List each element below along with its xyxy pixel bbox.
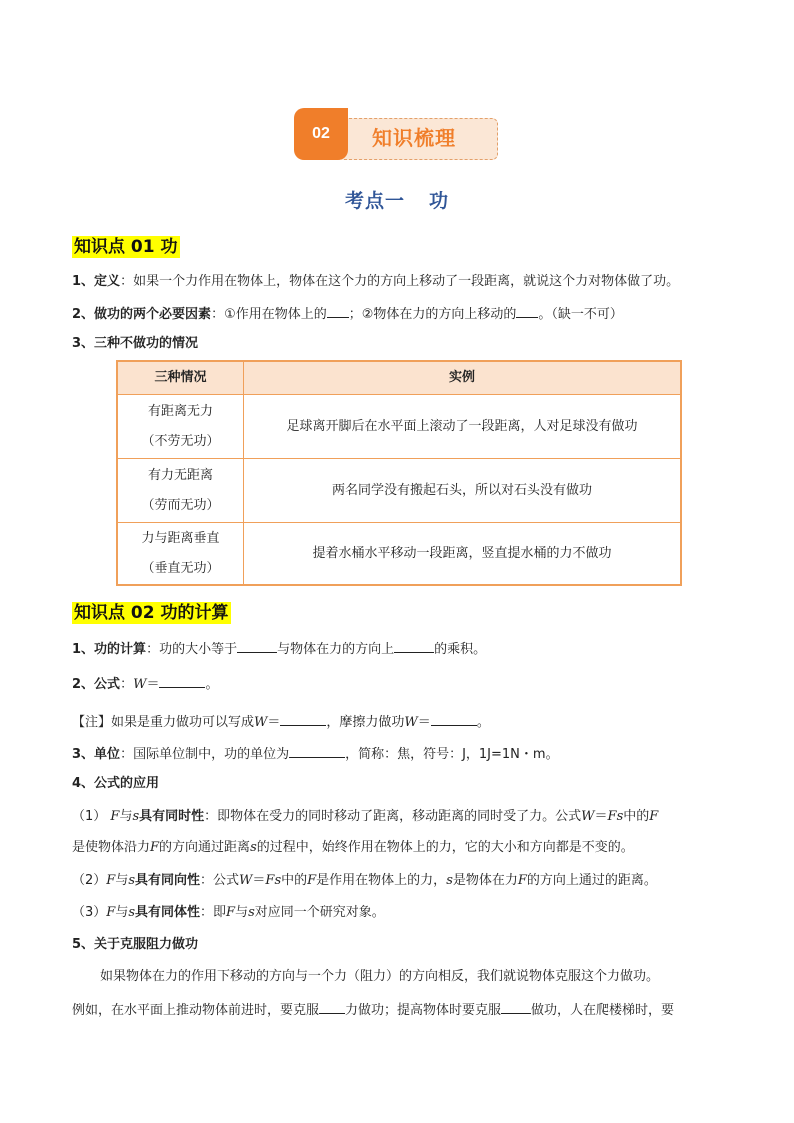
blank [280, 711, 326, 726]
blank [431, 711, 477, 726]
table-header-cell: 实例 [448, 370, 475, 385]
table-cell: 力与距离垂直 （垂直无功） [118, 523, 244, 585]
knowledge-point-01-heading: 知识点 01 功 [74, 237, 178, 257]
kp2-resistance-text: 如果物体在力的作用下移动的方向与一个力（阻力）的方向相反，我们就说物体克服这个力做功。 [100, 969, 660, 984]
kp2-application-3: （3）F与s具有同体性：即F与s对应同一个研究对象。 [72, 905, 385, 920]
blank [327, 303, 349, 318]
table-cell: 提着水桶水平移动一段距离，竖直提水桶的力不做功 [312, 546, 612, 561]
blank [319, 999, 345, 1014]
table-row [118, 522, 680, 585]
no-work-table [116, 360, 682, 586]
blank [159, 673, 205, 688]
kp1-definition: 1、定义：如果一个力作用在物体上，物体在这个力的方向上移动了一段距离，就说这个力对物体做了功。 [72, 274, 680, 289]
table-row [118, 458, 680, 523]
kp2-application-1-cont: 是使物体沿力F的方向通过距离s的过程中，始终作用在物体上的力，它的大小和方向都是不变的。 [72, 840, 634, 855]
blank [289, 743, 345, 758]
section-title [0, 186, 794, 213]
table-header [118, 362, 680, 394]
kp1-no-work-heading: 3、三种不做功的情况 [72, 336, 199, 351]
section-title-part2: 功 [429, 190, 450, 212]
banner-number: 02 [294, 108, 348, 160]
banner-title: 知识梳理 [372, 126, 456, 150]
table-header-cell: 三种情况 [118, 362, 244, 394]
kp2-unit: 3、单位：国际单位制中，功的单位为 ，简称：焦，符号：J，1J=1N・m。 [72, 743, 732, 765]
kp2-resistance-heading: 5、关于克服阻力做功 [72, 937, 199, 952]
kp2-application-heading: 4、公式的应用 [72, 776, 160, 791]
kp2-resistance-example: 例如，在水平面上推动物体前进时，要克服 力做功；提高物体时要克服 做功，人在爬楼梯时，要 [72, 999, 732, 1021]
table-cell: 有力无距离 （劳而无功） [118, 459, 244, 523]
table-cell: 有距离无力 （不劳无功） [118, 395, 244, 459]
kp1-factors: 2、做功的两个必要因素：①作用在物体上的 ；②物体在力的方向上移动的 。（缺一不可） [72, 303, 732, 325]
kp2-application-2: （2）F与s具有同向性：公式W＝Fs中的F是作用在物体上的力，s是物体在力F的方向上通过的距离。 [72, 873, 657, 888]
blank [237, 638, 277, 653]
kp2-work-calculation: 1、功的计算：功的大小等于 与物体在力的方向上 的乘积。 [72, 638, 732, 660]
section-title-part1: 考点一 [344, 190, 405, 212]
blank [501, 999, 531, 1014]
section-banner [294, 108, 500, 164]
knowledge-point-02-heading: 知识点 02 功的计算 [74, 603, 229, 623]
kp2-note: 【注】如果是重力做功可以写成W＝ ，摩擦力做功W＝ 。 [72, 711, 732, 733]
kp2-application-1: （1） F与s具有同时性：即物体在受力的同时移动了距离，移动距离的同时受了力。公式W＝Fs中的F [72, 809, 659, 824]
table-cell: 足球离开脚后在水平面上滚动了一段距离，人对足球没有做功 [286, 419, 638, 434]
blank [516, 303, 538, 318]
blank [394, 638, 434, 653]
table-row [118, 394, 680, 459]
kp2-formula: 2、公式：W＝ 。 [72, 673, 732, 695]
table-cell: 两名同学没有搬起石头，所以对石头没有做功 [331, 483, 592, 498]
